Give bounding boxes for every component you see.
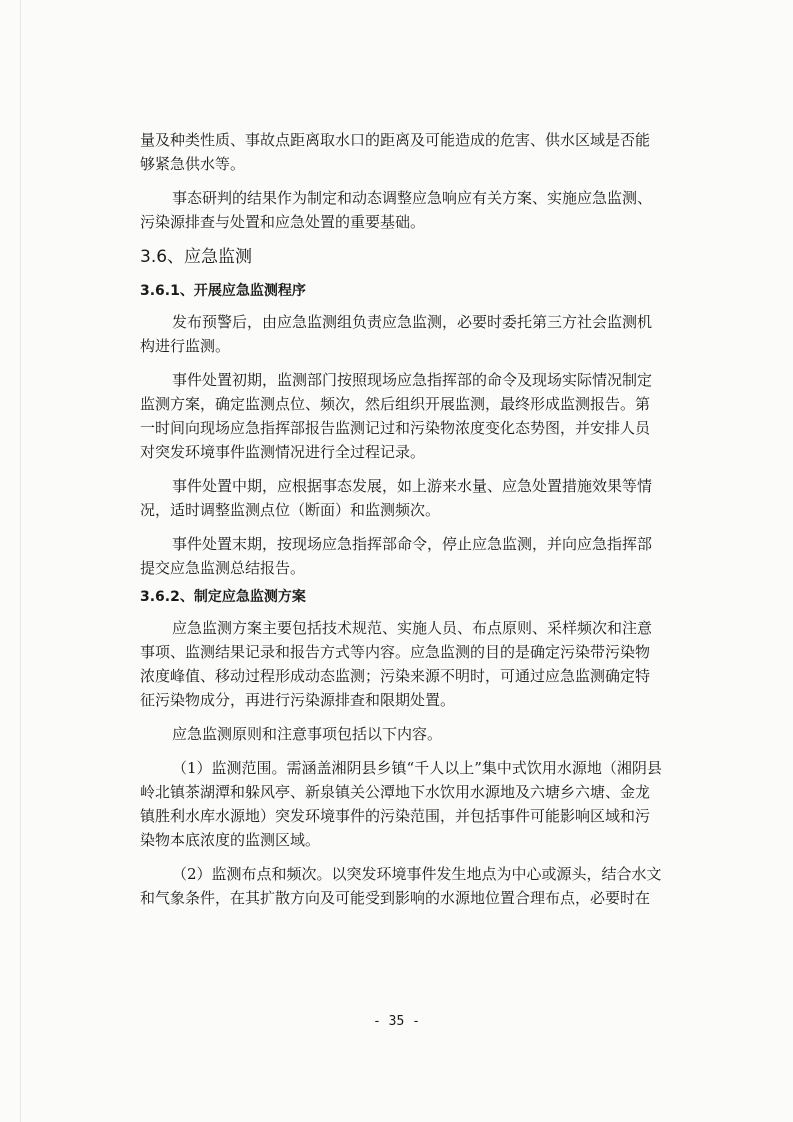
page-content xyxy=(140,128,660,910)
paragraph-line: 岭北镇茶湖潭和躲风亭、新泉镇关公潭地下水饮用水源地及六塘乡六塘、金龙 xyxy=(140,783,651,801)
paragraph-line: 事件处置中期，应根据事态发展，如上游来水量、应急处置措施效果等情 xyxy=(172,477,653,495)
para-judgement-line: 污染源排查与处置和应急处置的重要基础。 xyxy=(140,213,426,231)
paragraph-line: 应急监测原则和注意事项包括以下内容。 xyxy=(172,725,443,743)
section-heading: 3.6、应急监测 xyxy=(140,247,253,267)
paragraph-line: 提交应急监测总结报告。 xyxy=(140,559,306,577)
paragraph-line: 浓度峰值、移动过程形成动态监测；污染来源不明时，可通过应急监测确定特 xyxy=(140,667,651,685)
para-judgement-line: 事态研判的结果作为制定和动态调整应急响应有关方案、实施应急监测、 xyxy=(172,189,653,207)
paragraph-line: 事项、监测结果记录和报告方式等内容。应急监测的目的是确定污染带污染物 xyxy=(140,643,651,661)
para-intro-line: 够紧急供水等。 xyxy=(140,155,246,173)
scan-edge-line xyxy=(20,0,21,1122)
paragraph-line: 应急监测方案主要包括技术规范、实施人员、布点原则、采样频次和注意 xyxy=(172,619,653,637)
paragraph-line: 事件处置末期，按现场应急指挥部命令，停止应急监测，并向应急指挥部 xyxy=(172,535,653,553)
subsection-heading: 3.6.1、开展应急监测程序 xyxy=(140,283,306,299)
paragraph-line: 对突发环境事件监测情况进行全过程记录。 xyxy=(140,443,426,461)
paragraph-line: 染物本底浓度的监测区域。 xyxy=(140,831,321,849)
paragraph-line: 监测方案，确定监测点位、频次，然后组织开展监测，最终形成监测报告。第 xyxy=(140,395,651,413)
para-intro-line: 量及种类性质、事故点距离取水口的距离及可能造成的危害、供水区域是否能 xyxy=(140,131,651,149)
paragraph-line: 征污染物成分，再进行污染源排查和限期处置。 xyxy=(140,691,456,709)
paragraph-line: 况，适时调整监测点位（断面）和监测频次。 xyxy=(140,501,441,519)
page-number: - 35 - xyxy=(373,1014,420,1029)
subsection-heading: 3.6.2、制定应急监测方案 xyxy=(140,589,306,605)
paragraph-line: 事件处置初期，监测部门按照现场应急指挥部的命令及现场实际情况制定 xyxy=(172,371,653,389)
paragraph-line: 一时间向现场应急指挥部报告监测记过和污染物浓度变化态势图，并安排人员 xyxy=(140,419,651,437)
paragraph-line: 构进行监测。 xyxy=(140,337,231,355)
paragraph-line: 镇胜利水库水源地）突发环境事件的污染范围，并包括事件可能影响区域和污 xyxy=(140,807,651,825)
paragraph-line: 发布预警后，由应急监测组负责应急监测，必要时委托第三方社会监测机 xyxy=(172,313,653,331)
paragraph-line: （2）监测布点和频次。以突发环境事件发生地点为中心或源头，结合水文 xyxy=(172,865,662,883)
paragraph-line: 和气象条件，在其扩散方向及可能受到影响的水源地位置合理布点，必要时在 xyxy=(140,889,651,907)
paragraph-line: （1）监测范围。需涵盖湘阴县乡镇“千人以上”集中式饮用水源地（湘阴县 xyxy=(172,759,662,777)
